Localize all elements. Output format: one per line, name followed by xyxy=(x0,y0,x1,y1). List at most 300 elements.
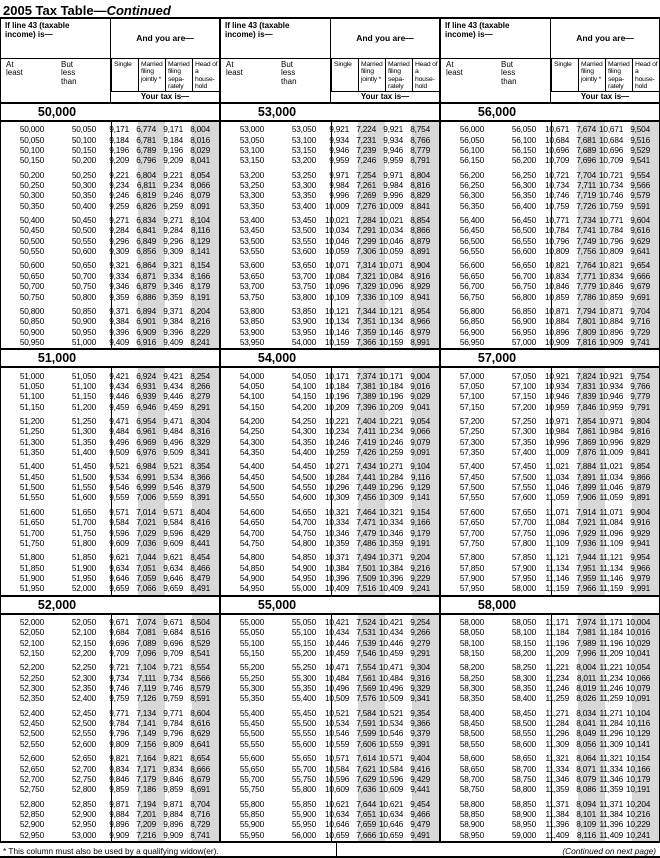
cell-head-of-household: 9,229 xyxy=(410,572,430,583)
cell-head-of-household: 9,891 xyxy=(630,492,650,503)
cell-at-least: 53,750 xyxy=(239,291,264,302)
cell-single: 11,159 xyxy=(545,583,569,594)
cell-single: 9,921 xyxy=(329,124,349,135)
cell-at-least: 54,500 xyxy=(239,482,264,493)
cell-but-less-than: 58,500 xyxy=(511,718,536,729)
cell-but-less-than: 52,200 xyxy=(71,647,96,658)
cell-head-of-household: 9,179 xyxy=(410,527,430,538)
cell-but-less-than: 53,850 xyxy=(291,305,316,316)
table-row xyxy=(221,381,439,391)
table-row xyxy=(441,662,659,672)
cell-but-less-than: 50,250 xyxy=(71,169,96,180)
table-row xyxy=(1,447,219,457)
cell-at-least: 52,300 xyxy=(19,682,44,693)
cell-married-separately: 11,384 xyxy=(599,808,623,819)
cell-single: 10,046 xyxy=(325,235,350,246)
cell-married-jointly: 7,291 xyxy=(356,225,376,236)
cell-married-separately: 10,534 xyxy=(379,718,404,729)
cell-head-of-household: 8,704 xyxy=(190,798,210,809)
cell-at-least: 56,450 xyxy=(459,225,484,236)
cell-at-least: 53,100 xyxy=(239,144,264,155)
cell-married-separately: 10,484 xyxy=(379,672,404,683)
cell-single: 10,396 xyxy=(325,572,350,583)
cell-at-least: 57,600 xyxy=(459,506,484,517)
cell-head-of-household: 9,504 xyxy=(630,124,650,135)
cell-single: 11,096 xyxy=(545,527,569,538)
married-jointly-header: Married filing jointly * xyxy=(138,59,165,91)
cell-married-separately: 9,184 xyxy=(163,134,183,145)
cell-married-separately: 9,521 xyxy=(163,461,183,472)
cell-head-of-household: 8,004 xyxy=(190,124,210,135)
cell-married-jointly: 6,999 xyxy=(136,482,156,493)
cell-head-of-household: 8,579 xyxy=(190,682,210,693)
table-row xyxy=(1,271,219,281)
table-row xyxy=(221,648,439,658)
cell-single: 9,834 xyxy=(109,763,129,774)
table-row xyxy=(441,753,659,763)
cell-married-jointly: 7,179 xyxy=(136,773,156,784)
cell-head-of-household: 8,166 xyxy=(190,270,210,281)
cell-but-less-than: 54,350 xyxy=(291,436,316,447)
cell-married-jointly: 7,531 xyxy=(356,627,376,638)
cell-head-of-household: 8,329 xyxy=(190,436,210,447)
cell-at-least: 50,000 xyxy=(19,124,44,135)
cell-single: 10,671 xyxy=(545,124,570,135)
cell-at-least: 56,950 xyxy=(459,337,484,347)
cell-married-jointly: 7,681 xyxy=(576,134,596,145)
cell-at-least: 56,000 xyxy=(459,124,484,135)
cell-at-least: 55,500 xyxy=(239,728,264,739)
cell-married-separately: 9,621 xyxy=(163,552,183,563)
cell-married-separately: 10,509 xyxy=(379,693,404,704)
cell-married-jointly: 6,804 xyxy=(136,169,156,180)
table-row xyxy=(1,492,219,502)
cell-married-jointly: 8,041 xyxy=(576,718,596,729)
cell-head-of-household: 8,979 xyxy=(410,326,430,337)
cell-at-least: 52,050 xyxy=(19,627,44,638)
table-row xyxy=(1,246,219,256)
cell-married-separately: 9,309 xyxy=(163,246,183,257)
table-row xyxy=(221,180,439,190)
cell-but-less-than: 50,150 xyxy=(71,144,96,155)
cell-married-separately: 11,196 xyxy=(599,637,623,648)
cell-but-less-than: 50,500 xyxy=(71,225,96,236)
cell-head-of-household: 9,691 xyxy=(630,291,650,302)
table-row xyxy=(221,538,439,548)
cell-single: 11,196 xyxy=(545,637,569,648)
cell-head-of-household: 9,266 xyxy=(410,627,430,638)
cell-married-jointly: 7,344 xyxy=(356,305,376,316)
cell-at-least: 51,100 xyxy=(19,391,44,402)
cell-married-jointly: 6,924 xyxy=(136,370,156,381)
table-row xyxy=(1,190,219,200)
cell-married-separately: 9,409 xyxy=(163,337,183,347)
page-title xyxy=(0,0,660,19)
cell-at-least: 50,350 xyxy=(19,200,44,211)
cell-married-separately: 9,721 xyxy=(163,662,183,673)
table-row xyxy=(1,326,219,336)
cell-married-jointly: 6,991 xyxy=(136,471,156,482)
table-row xyxy=(221,728,439,738)
cell-married-jointly: 7,374 xyxy=(356,370,376,381)
cell-but-less-than: 56,850 xyxy=(511,305,536,316)
cell-at-least: 58,200 xyxy=(459,662,484,673)
table-row xyxy=(221,401,439,411)
your-tax-is-label: Your tax is— xyxy=(551,91,659,102)
cell-single: 11,246 xyxy=(545,682,569,693)
cell-single: 9,821 xyxy=(109,753,129,764)
band-label-text: 51,000 xyxy=(37,351,77,366)
at-least-header: At least xyxy=(226,59,243,78)
cell-head-of-household: 9,916 xyxy=(630,517,650,528)
cell-married-separately: 10,659 xyxy=(379,829,404,840)
table-row xyxy=(441,260,659,270)
cell-married-separately: 10,334 xyxy=(379,517,404,528)
cell-at-least: 52,750 xyxy=(19,784,44,795)
cell-married-separately: 10,309 xyxy=(379,492,404,503)
cell-at-least: 56,150 xyxy=(459,155,484,166)
table-row xyxy=(1,562,219,572)
group-header xyxy=(441,19,659,102)
cell-married-jointly: 7,974 xyxy=(576,616,596,627)
cell-head-of-household: 9,716 xyxy=(630,316,650,327)
cell-single: 9,996 xyxy=(329,190,349,201)
table-row xyxy=(221,134,439,144)
cell-at-least: 57,750 xyxy=(459,537,484,548)
cell-married-jointly: 7,306 xyxy=(356,246,376,257)
cell-but-less-than: 57,500 xyxy=(511,471,536,482)
band-rows xyxy=(221,368,439,594)
cell-married-jointly: 8,116 xyxy=(576,829,596,840)
cell-married-jointly: 7,321 xyxy=(356,270,376,281)
cell-married-jointly: 7,636 xyxy=(356,784,376,795)
cell-at-least: 51,750 xyxy=(19,537,44,548)
cell-head-of-household: 8,829 xyxy=(410,190,430,201)
cell-married-separately: 10,034 xyxy=(379,225,404,236)
cell-single: 10,234 xyxy=(325,426,350,437)
cell-single: 10,721 xyxy=(545,169,570,180)
cell-at-least: 54,300 xyxy=(239,436,264,447)
table-row xyxy=(1,517,219,527)
cell-single: 10,346 xyxy=(325,527,350,538)
table-row xyxy=(441,562,659,572)
cell-married-jointly: 7,044 xyxy=(136,552,156,563)
band-label xyxy=(1,348,219,368)
cell-single: 10,371 xyxy=(325,552,350,563)
cell-at-least: 53,800 xyxy=(239,305,264,316)
cell-single: 9,934 xyxy=(329,134,349,145)
table-row xyxy=(441,538,659,548)
band-label-text: 57,000 xyxy=(477,351,517,366)
cell-married-separately: 9,359 xyxy=(163,291,183,302)
cell-but-less-than: 57,750 xyxy=(511,527,536,538)
cell-at-least: 51,650 xyxy=(19,517,44,528)
cell-married-jointly: 7,171 xyxy=(136,763,156,774)
cell-married-jointly: 7,419 xyxy=(356,436,376,447)
table-row xyxy=(221,763,439,773)
table-row xyxy=(221,291,439,301)
cell-married-separately: 9,659 xyxy=(163,583,183,594)
cell-single: 9,609 xyxy=(109,537,129,548)
cell-at-least: 55,400 xyxy=(239,707,264,718)
table-row xyxy=(221,819,439,829)
table-row xyxy=(1,538,219,548)
table-row xyxy=(221,145,439,155)
cell-married-separately: 9,396 xyxy=(163,326,183,337)
cell-married-jointly: 6,931 xyxy=(136,380,156,391)
band-rows xyxy=(1,122,219,348)
page-footer xyxy=(0,841,660,858)
cell-head-of-household: 10,116 xyxy=(626,718,650,729)
cell-at-least: 51,850 xyxy=(19,562,44,573)
cell-married-separately: 11,396 xyxy=(599,819,623,830)
cell-head-of-household: 9,641 xyxy=(630,246,650,257)
cell-married-separately: 10,209 xyxy=(379,401,404,412)
cell-at-least: 55,000 xyxy=(239,616,264,627)
cell-head-of-household: 8,629 xyxy=(190,728,210,739)
cell-head-of-household: 8,291 xyxy=(190,401,210,412)
cell-at-least: 53,350 xyxy=(239,200,264,211)
cell-but-less-than: 54,150 xyxy=(291,391,316,402)
cell-at-least: 54,050 xyxy=(239,380,264,391)
table-row xyxy=(1,829,219,839)
cell-head-of-household: 10,016 xyxy=(626,627,651,638)
cell-head-of-household: 9,004 xyxy=(410,370,430,381)
cell-at-least: 52,850 xyxy=(19,808,44,819)
cell-married-separately: 9,946 xyxy=(383,144,403,155)
table-row xyxy=(441,169,659,179)
cell-married-jointly: 7,876 xyxy=(576,447,596,458)
cell-married-separately: 11,259 xyxy=(599,693,623,704)
cell-at-least: 53,000 xyxy=(239,124,264,135)
cell-but-less-than: 55,050 xyxy=(291,616,316,627)
table-row xyxy=(441,124,659,134)
cell-married-jointly: 7,666 xyxy=(356,829,376,840)
cell-married-separately: 9,421 xyxy=(163,370,183,381)
cell-married-jointly: 7,096 xyxy=(136,647,156,658)
cell-at-least: 52,950 xyxy=(19,829,44,840)
cell-married-separately: 10,646 xyxy=(379,819,404,830)
cell-at-least: 55,650 xyxy=(239,763,264,774)
cell-married-jointly: 7,951 xyxy=(576,562,596,573)
cell-but-less-than: 55,800 xyxy=(291,784,316,795)
cell-but-less-than: 51,100 xyxy=(71,380,96,391)
cell-but-less-than: 50,800 xyxy=(71,291,96,302)
cell-married-jointly: 7,719 xyxy=(576,190,596,201)
cell-married-jointly: 7,381 xyxy=(356,380,376,391)
cell-head-of-household: 8,179 xyxy=(190,281,210,292)
cell-head-of-household: 10,079 xyxy=(626,682,651,693)
cell-at-least: 56,600 xyxy=(459,260,484,271)
and-you-are-header: And you are— xyxy=(356,33,414,44)
cell-head-of-household: 9,841 xyxy=(630,447,650,458)
cell-single: 10,221 xyxy=(325,415,350,426)
cell-married-jointly: 7,134 xyxy=(136,707,156,718)
and-you-are-header: And you are— xyxy=(136,33,194,44)
table-row xyxy=(441,316,659,326)
cell-married-jointly: 7,981 xyxy=(576,627,596,638)
cell-but-less-than: 52,900 xyxy=(71,808,96,819)
cell-at-least: 58,250 xyxy=(459,672,484,683)
cell-but-less-than: 50,650 xyxy=(71,260,96,271)
cell-head-of-household: 8,516 xyxy=(190,627,210,638)
cell-married-separately: 9,809 xyxy=(163,738,183,749)
cell-married-separately: 10,734 xyxy=(599,179,624,190)
cell-married-separately: 10,046 xyxy=(379,235,404,246)
table-row xyxy=(441,774,659,784)
cell-head-of-household: 9,679 xyxy=(630,281,650,292)
cell-married-jointly: 6,811 xyxy=(136,179,156,190)
cell-but-less-than: 58,200 xyxy=(511,647,536,658)
cell-at-least: 52,500 xyxy=(19,728,44,739)
cell-at-least: 50,450 xyxy=(19,225,44,236)
cell-married-jointly: 7,599 xyxy=(356,728,376,739)
cell-single: 9,534 xyxy=(109,471,129,482)
cell-single: 11,271 xyxy=(545,707,569,718)
band-rows xyxy=(441,615,659,841)
cell-at-least: 56,350 xyxy=(459,200,484,211)
cell-head-of-household: 9,879 xyxy=(630,482,650,493)
cell-single: 9,396 xyxy=(109,326,129,337)
cell-head-of-household: 9,979 xyxy=(630,572,650,583)
cell-but-less-than: 51,400 xyxy=(71,447,96,458)
cell-but-less-than: 55,550 xyxy=(291,728,316,739)
cell-head-of-household: 8,091 xyxy=(190,200,210,211)
cell-at-least: 53,500 xyxy=(239,235,264,246)
cell-single: 10,709 xyxy=(545,155,570,166)
cell-but-less-than: 52,050 xyxy=(71,616,96,627)
cell-head-of-household: 8,529 xyxy=(190,637,210,648)
cell-married-separately: 9,571 xyxy=(163,506,183,517)
cell-single: 9,909 xyxy=(109,829,129,840)
cell-but-less-than: 57,000 xyxy=(511,337,536,347)
cell-head-of-household: 8,679 xyxy=(190,773,210,784)
table-row xyxy=(1,316,219,326)
cell-single: 9,234 xyxy=(109,179,129,190)
cell-but-less-than: 51,600 xyxy=(71,492,96,503)
cell-single: 9,196 xyxy=(109,144,129,155)
cell-married-jointly: 7,149 xyxy=(136,728,156,739)
cell-head-of-household: 9,066 xyxy=(410,426,430,437)
cell-married-separately: 9,634 xyxy=(163,562,183,573)
table-row xyxy=(441,809,659,819)
cell-but-less-than: 56,050 xyxy=(511,124,536,135)
cell-but-less-than: 56,450 xyxy=(511,215,536,226)
cell-married-separately: 11,359 xyxy=(599,784,623,795)
cell-at-least: 50,300 xyxy=(19,190,44,201)
cell-head-of-household: 9,766 xyxy=(630,380,650,391)
table-row xyxy=(221,829,439,839)
table-row xyxy=(441,180,659,190)
cell-married-jointly: 7,329 xyxy=(356,281,376,292)
cell-single: 10,421 xyxy=(325,616,350,627)
cell-at-least: 51,150 xyxy=(19,401,44,412)
cell-single: 10,034 xyxy=(325,225,350,236)
band-label xyxy=(441,102,659,122)
cell-but-less-than: 52,800 xyxy=(71,784,96,795)
cell-at-least: 52,900 xyxy=(19,819,44,830)
table-row xyxy=(1,180,219,190)
table-row xyxy=(221,552,439,562)
table-row xyxy=(1,215,219,225)
cell-but-less-than: 55,650 xyxy=(291,753,316,764)
table-row xyxy=(441,552,659,562)
cell-married-jointly: 7,756 xyxy=(576,246,596,257)
cell-married-separately: 10,271 xyxy=(379,461,404,472)
cell-married-jointly: 7,126 xyxy=(136,693,156,704)
cell-married-jointly: 7,606 xyxy=(356,738,376,749)
cell-head-of-household: 8,541 xyxy=(190,647,210,658)
table-row xyxy=(221,236,439,246)
cell-married-jointly: 7,869 xyxy=(576,436,596,447)
cell-head-of-household: 9,791 xyxy=(630,401,650,412)
cell-but-less-than: 57,250 xyxy=(511,415,536,426)
cell-but-less-than: 56,950 xyxy=(511,326,536,337)
cell-but-less-than: 56,150 xyxy=(511,144,536,155)
cell-at-least: 57,250 xyxy=(459,426,484,437)
cell-but-less-than: 57,650 xyxy=(511,506,536,517)
cell-but-less-than: 54,450 xyxy=(291,461,316,472)
cell-but-less-than: 58,750 xyxy=(511,773,536,784)
cell-at-least: 54,400 xyxy=(239,461,264,472)
cell-married-jointly: 7,014 xyxy=(136,506,156,517)
cell-head-of-household: 9,591 xyxy=(630,200,650,211)
cell-at-least: 50,950 xyxy=(19,337,44,347)
cell-at-least: 55,850 xyxy=(239,808,264,819)
cell-but-less-than: 58,450 xyxy=(511,707,536,718)
cell-married-separately: 9,196 xyxy=(163,144,183,155)
cell-head-of-household: 10,179 xyxy=(626,773,651,784)
cell-but-less-than: 58,650 xyxy=(511,753,536,764)
at-least-header: At least xyxy=(446,59,463,78)
at-least-header: At least xyxy=(6,59,23,78)
cell-married-separately: 10,234 xyxy=(379,426,404,437)
cell-but-less-than: 53,500 xyxy=(291,225,316,236)
cell-but-less-than: 53,150 xyxy=(291,144,316,155)
table-row xyxy=(221,662,439,672)
cell-at-least: 52,450 xyxy=(19,718,44,729)
cell-at-least: 56,400 xyxy=(459,215,484,226)
cell-at-least: 52,700 xyxy=(19,773,44,784)
cell-single: 9,309 xyxy=(109,246,129,257)
cell-married-jointly: 8,049 xyxy=(576,728,596,739)
cell-married-separately: 10,996 xyxy=(599,436,624,447)
cell-married-separately: 9,484 xyxy=(163,426,183,437)
cell-but-less-than: 55,150 xyxy=(291,637,316,648)
cell-at-least: 51,300 xyxy=(19,436,44,447)
cell-at-least: 51,050 xyxy=(19,380,44,391)
cell-but-less-than: 53,650 xyxy=(291,260,316,271)
cell-married-separately: 9,734 xyxy=(163,672,183,683)
cell-but-less-than: 56,700 xyxy=(511,270,536,281)
cell-married-jointly: 7,854 xyxy=(576,415,596,426)
cell-married-separately: 9,334 xyxy=(163,270,183,281)
cell-at-least: 52,600 xyxy=(19,753,44,764)
cell-single: 9,409 xyxy=(109,337,129,347)
cell-married-jointly: 7,576 xyxy=(356,693,376,704)
cell-married-jointly: 7,081 xyxy=(136,627,156,638)
cell-at-least: 56,900 xyxy=(459,326,484,337)
cell-single: 10,121 xyxy=(325,305,350,316)
cell-married-jointly: 7,846 xyxy=(576,401,596,412)
cell-but-less-than: 53,350 xyxy=(291,190,316,201)
cell-married-separately: 10,809 xyxy=(599,246,624,257)
table-row xyxy=(1,306,219,316)
cell-but-less-than: 55,600 xyxy=(291,738,316,749)
cell-married-separately: 11,034 xyxy=(599,471,623,482)
cell-married-separately: 11,046 xyxy=(599,482,623,493)
cell-married-separately: 11,284 xyxy=(599,718,623,729)
